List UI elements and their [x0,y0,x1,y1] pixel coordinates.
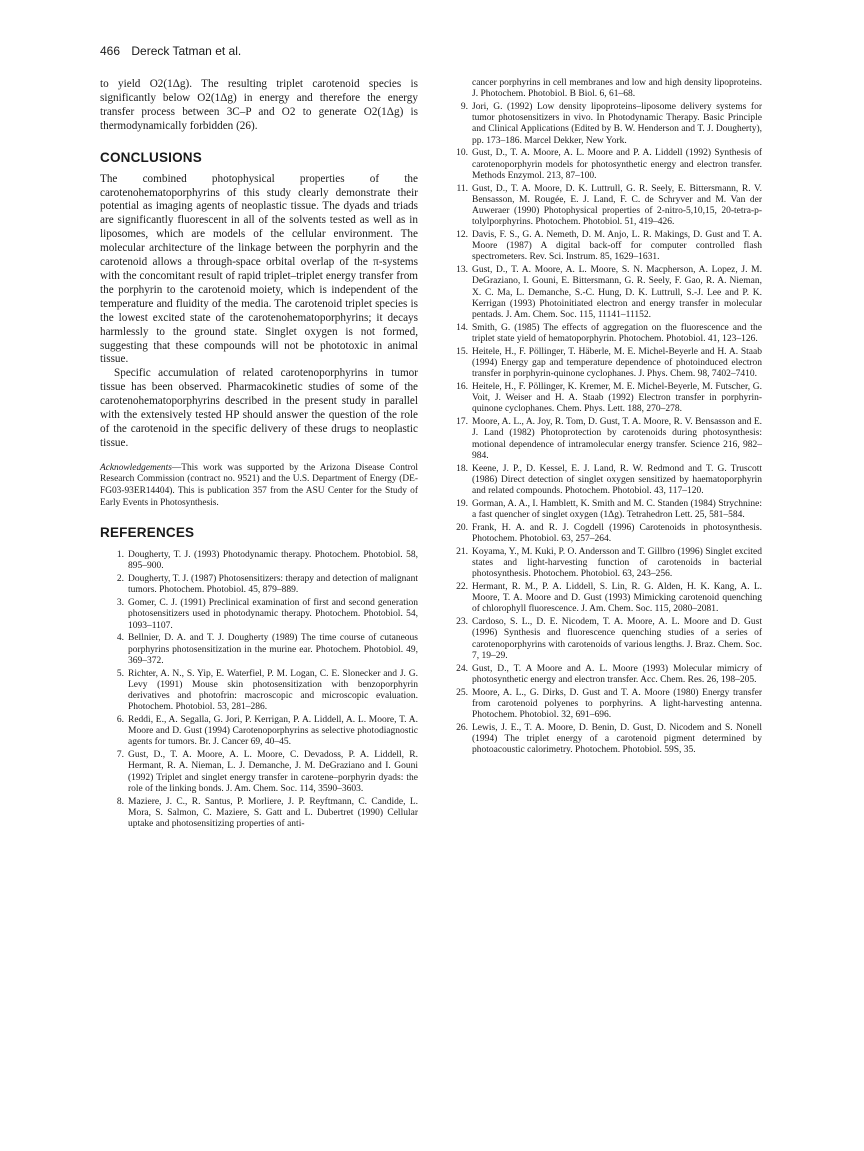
reference-number: 10. [456,148,468,159]
reference-item [444,102,762,147]
reference-item [444,499,762,521]
reference-number: 25. [456,687,468,698]
reference-item [100,550,418,572]
reference-text: Moore, A. L., G. Dirks, D. Gust and T. A. Moore (1980) Energy transfer from carotenoid polyenes to porphyrins. A light-harvesting antenna. Photochem. Photobiol. 32, 691–696. [472,687,762,721]
reference-text: Gomer, C. J. (1991) Preclinical examination of first and second generation photosensitizers used in photodynamic therapy. Photochem. Photobiol. 54, 1093–1107. [128,598,418,631]
conclusions-paragraph-2: Specific accumulation of related carotenoporphyrins in tumor tissue has been observed. Pharmacokinetic studies of some of the carotenohematoporphyrins described in the present study in parallel with the extensively tested HP should answer the question of the role of the carotenoid in the specific delivery of these drugs to neoplastic tissue. [100,367,418,449]
reference-text: Gust, D., T. A. Moore, A. L. Moore, C. Devadoss, P. A. Liddell, R. Hermant, R. A. Nieman, L. J. Demanche, J. M. DeGraziano and I. Gouni (1992) Triplet and singlet energy transfer in carotene–porphyrin dyads: the role of the linking bonds. J. Am. Chem. Soc. 114, 3590–3603. [128,750,418,794]
left-column [100,78,418,832]
reference-text: Davis, F. S., G. A. Nemeth, D. M. Anjo, L. R. Makings, D. Gust and T. A. Moore (1987) A digital back-off for computer controlled flash spectrometers. Rev. Sci. Instrum. 85, 1629–1631. [472,230,762,263]
reference-number: 16. [456,382,468,393]
reference-item [444,184,762,229]
acknowledgements-lead: Acknowledgements [100,462,172,473]
reference-text: Heitele, H., F. Pöllinger, K. Kremer, M. E. Michel-Beyerle, M. Futscher, G. Voit, J. Weiser and H. A. Staab (1992) Electron transfer in porphyrin-quinone cyclophanes. Chem. Phys. Lett. 188, 270–278. [472,382,762,415]
conclusions-heading: CONCLUSIONS [100,149,202,165]
reference-number: 2. [116,574,124,585]
reference-text: Cardoso, S. L., D. E. Nicodem, T. A. Moore, A. L. Moore and D. Gust (1996) Synthesis and fluorescence quenching studies of a series of carotenoporphyrins with carotenoids of various lengths. J. Braz. Chem. Soc. 7, 19–29. [472,617,762,661]
reference-text: Frank, H. A. and R. J. Cogdell (1996) Carotenoids in photosynthesis. Photochem. Photobiol. 63, 257–264. [472,522,762,545]
reference-item [444,688,762,722]
reference-text: Gust, D., T. A. Moore, A. L. Moore and P. A. Liddell (1992) Synthesis of carotenoporphyrin models for photosynthetic energy and electron transfer. Methods Enzymol. 213, 87–100. [472,148,762,181]
reference-item [444,547,762,581]
running-header [100,44,241,58]
reference-item [444,523,762,545]
reference-number: 6. [116,714,124,725]
reference-item [100,598,418,632]
reference-item [444,582,762,616]
reference-list-right [444,102,762,756]
running-head-authors: Dereck Tatman et al. [131,44,242,58]
reference-number: 1. [116,550,124,561]
reference-number: 15. [456,346,468,357]
reference-item [444,265,762,321]
reference-number: 11. [456,183,468,194]
reference-item [444,323,762,345]
reference-text: Gust, D., T. A. Moore, A. L. Moore, S. N. Macpherson, A. Lopez, J. M. DeGraziano, I. Gouni, E. Bittersmann, G. R. Seely, F. Gao, R. A. Nieman, X. C. Ma, L. Demanche, S.-C. Hung, D. K. Luttrull, S.-J. Lee and P. K. Kerrigan (1993) Photoinitiated electron and energy transfer in molecular pentads. J. Am. Chem. Soc. 115, 11141–11152. [472,265,762,321]
page-number: 466 [100,44,121,58]
reference-number: 23. [456,617,468,628]
reference-item [444,664,762,686]
intro-paragraph: to yield O2(1Δg). The resulting triplet carotenoid species is significantly below O2(1Δg) in energy and therefore the energy transfer process between 3C–P and O2 to generate O2(1Δg) is thermodynamically forbidden (26). [100,78,418,132]
reference-item [100,715,418,749]
reference-text: Dougherty, T. J. (1993) Photodynamic therapy. Photochem. Photobiol. 58, 895–900. [128,550,418,572]
reference-number: 3. [116,598,124,609]
reference-text: Gust, D., T. A Moore and A. L. Moore (1993) Molecular mimicry of photosynthetic energy and electron transfer. Acc. Chem. Res. 26, 198–205. [472,663,762,685]
reference-number: 12. [456,230,468,241]
reference-item [444,464,762,498]
reference-text: Jori, G. (1992) Low density lipoproteins–liposome delivery systems for tumor photosensitizers in vivo. In Photodynamic Therapy. Basic Principle and Clinical Applications (Edited by B. W. Henderson and T. J. Dougherty), pp. 173–186. Marcel Dekker, New York. [472,102,762,146]
reference-text: Richter, A. N., S. Yip, E. Waterfiel, P. M. Logan, C. E. Slonecker and J. G. Levy (1991) Mouse skin photosensitization with benzoporphyrin derivatives and photofrin: macroscopic and microscopic evaluation. Photochem. Photobiol. 53, 281–286. [128,668,418,713]
reference-number: 14. [456,322,468,333]
reference-text: Reddi, E., A. Segalla, G. Jori, P. Kerrigan, P. A. Liddell, A. L. Moore, T. A. Moore and D. Gust (1994) Carotenoporphyrins as selective photodiagnostic agents for tumors. Br. J. Cancer 69, 40–45. [128,714,418,748]
reference-number: 24. [456,663,468,674]
reference-item [100,669,418,714]
right-column [444,78,762,758]
reference-number: 19. [456,498,468,509]
reference-text: Maziere, J. C., R. Santus, P. Morliere, J. P. Reyftmann, C. Candide, L. Mora, S. Salmon, C. Maziere, S. Gatt and L. Dubertret (1990) Cellular uptake and photosensitizing properties of anti- [128,796,418,829]
reference-item [444,723,762,757]
reference-text: Lewis, J. E., T. A. Moore, D. Benin, D. Gust, D. Nicodem and S. Nonell (1994) The triplet energy of a carotenoid pigment determined by photoacoustic calorimetry. Photochem. Photobiol. 59S, 35. [472,722,762,756]
reference-item [444,347,762,381]
reference-list-left [100,550,418,830]
conclusions-paragraph-1: The combined photophysical properties of the carotenohematoporphyrins of this study clearly demonstrate their potential as imaging agents of neoplastic tissue. The dyads and triads are significantly fluorescent in all of the solvents tested as well as in liposomes, which are models of the cellular environment. The molecular architecture of the linkage between the porphyrin and the carotenoid allows a through-space orbital overlap of the π-systems with the concomitant result of rapid triplet–triplet energy transfer from the porphyrin to the carotenoid moiety, which is independent of the temperature and fluidity of the media. The carotenoid triplet species is the lowest excited state of the carotenohematoporphyrins; it decays harmlessly to the ground state. Singlet oxygen is not formed, suggesting that these compounds will not be phototoxic in animal tissue. [100,172,418,366]
reference-text: Moore, A. L., A. Joy, R. Tom, D. Gust, T. A. Moore, R. V. Bensasson and E. J. Land (1982) Photoprotection by carotenoids during photosynthesis: motional dependence of intramolecular energy transfer. Science 216, 982–984. [472,417,762,461]
reference-number: 13. [456,265,468,276]
reference-item [444,417,762,462]
reference-number: 22. [456,582,468,593]
reference-item [444,230,762,264]
reference-item [100,633,418,667]
reference-text: Dougherty, T. J. (1987) Photosensitizers: therapy and detection of malignant tumors. Photochem. Photobiol. 45, 879–889. [128,574,418,596]
reference-item [100,750,418,795]
reference-item [444,617,762,662]
acknowledgements [100,463,418,509]
reference-text: Keene, J. P., D. Kessel, E. J. Land, R. W. Redmond and T. G. Truscott (1986) Direct detection of singlet oxygen sensitized by haematoporphyrin and related compounds. Photochem. Photobiol. 43, 117–120. [472,463,762,497]
reference-number: 17. [456,417,468,428]
reference-item [444,148,762,182]
reference-text: Gorman, A. A., I. Hamblett, K. Smith and M. C. Standen (1984) Strychnine: a fast quencher of singlet oxygen (1Δg). Tetrahedron Lett. 25, 581–584. [472,498,762,521]
references-heading: REFERENCES [100,525,195,541]
reference-number: 26. [456,722,468,733]
acknowledgements-text: —This work was supported by the Arizona Disease Control Research Commission (contract no. 9521) and the U.S. Department of Energy (DE-FG03-93ER14404). This is publication 357 from the ASU Center for the Study of Early Events in Photosynthesis. [100,462,418,508]
reference-text: Koyama, Y., M. Kuki, P. O. Andersson and T. Gillbro (1996) Singlet excited states and light-harvesting function of carotenoids in bacterial photosynthesis. Photochem. Photobiol. 63, 243–256. [472,546,762,580]
reference-text: Bellnier, D. A. and T. J. Dougherty (1989) The time course of cutaneous porphyrins photosensitization in the murine ear. Photochem. Photobiol. 49, 369–372. [128,633,418,666]
reference-item [100,797,418,831]
reference-number: 21. [456,546,468,557]
reference-item [444,382,762,416]
reference-item [100,574,418,596]
reference-number: 7. [116,750,124,761]
reference-number: 18. [456,463,468,474]
reference-text: Smith, G. (1985) The effects of aggregation on the fluorescence and the triplet state yield of hematoporphyrin. Photochem. Photobiol. 41, 123–126. [472,322,762,345]
reference-8-continuation: cancer porphyrins in cell membranes and low and high density lipoproteins. J. Photochem. Photobiol. B Biol. 6, 61–68. [472,78,762,100]
reference-text: Hermant, R. M., P. A. Liddell, S. Lin, R. G. Alden, H. K. Kang, A. L. Moore, T. A. Moore and D. Gust (1993) Mimicking carotenoid quenching of chlorophyll fluorescence. J. Am. Chem. Soc. 115, 2080–2081. [472,582,762,615]
reference-number: 4. [116,633,124,644]
reference-text: Gust, D., T. A. Moore, D. K. Luttrull, G. R. Seely, E. Bittersmann, R. V. Bensasson, M. Rougée, E. J. Land, F. C. de Schryver and M. Van der Auweraer (1990) Photophysical properties of 2-nitro-5,10,15, 20-tetra-p-tolylporphyrins. Photochem. Photobiol. 51, 419–426. [472,183,762,228]
reference-text: Heitele, H., F. Pöllinger, T. Häberle, M. E. Michel-Beyerle and H. A. Staab (1994) Energy gap and temperature dependence of photoinduced electron transfer in porphyrin-quinone cyclophanes. J. Phys. Chem. 98, 7402–7410. [472,346,762,380]
reference-number: 20. [456,522,468,533]
reference-number: 8. [116,796,124,807]
reference-number: 5. [116,668,124,679]
reference-number: 9. [460,102,468,112]
